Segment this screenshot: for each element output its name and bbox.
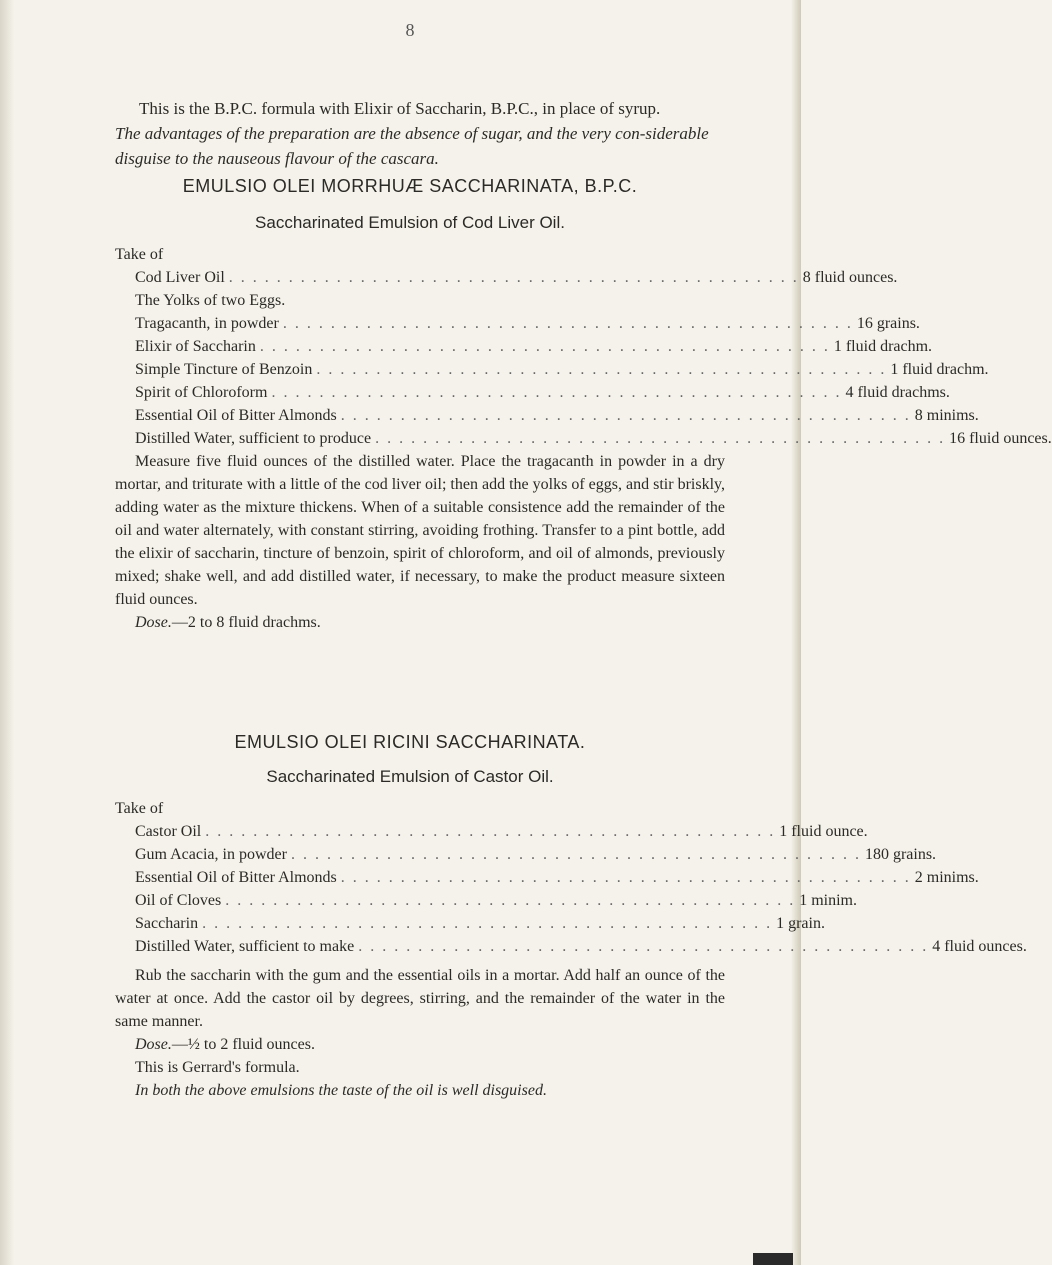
formula1-method: Measure five fluid ounces of the distilled water. Place the tragacanth in powder in a dry mortar, and triturate with a little of the cod liver oil; then add the yolks of eggs, and stir briskly, adding water as the mixture thickens. When of a suitable consistence add the remainder of the oil and water alternately, with constant stirring, avoiding frothing. Transfer to a pint bottle, add the elixir of saccharin, tincture of benzoin, spirit of chloroform, and oil of almonds, previously mixed; shake well, and add distilled water, if necessary, to make the product measure sixteen fluid ounces.	[115, 453, 725, 608]
intro-italic: The advantages of the preparation are the absence of sugar, and the very con-siderable disguise to the nauseous flavour of the cascara.	[115, 124, 709, 168]
closing-remark: In both the above emulsions the taste of the oil is well disguised.	[135, 1082, 547, 1099]
ingredient-name: Saccharin	[135, 915, 199, 932]
formula2-method: Rub the saccharin with the gum and the essential oils in a mortar. Add half an ounce of the water at once. Add the castor oil by degrees, stirring, and the remainder of the water in the same manner.	[115, 967, 725, 1030]
ingredient-amount: 1 fluid drachm.	[833, 338, 933, 355]
intro-line: This is the B.P.C. formula with Elixir of Saccharin, B.P.C., in place of syrup.	[139, 99, 661, 118]
leader-dots: . . . . . . . . . . . . . . . . . . . . . . . . . . . . . . . . . . . . . . . . . . . . . . . .	[259, 338, 830, 355]
ingredient-row	[115, 820, 868, 843]
formula2-note: This is Gerrard's formula.	[135, 1059, 300, 1076]
formula1-block	[115, 243, 1052, 634]
ingredient-amount: 16 fluid ounces.	[949, 430, 1052, 447]
ingredient-name: Elixir of Saccharin	[135, 338, 256, 355]
page-edge	[791, 0, 801, 1265]
ingredient-amount: 8 fluid ounces.	[802, 269, 898, 286]
dose-value: —½ to 2 fluid ounces.	[171, 1036, 315, 1053]
ingredient-row	[115, 289, 725, 312]
ingredient-name: Castor Oil	[135, 823, 202, 840]
ingredient-name: Distilled Water, sufficient to make	[135, 938, 355, 955]
ingredient-name: Essential Oil of Bitter Almonds	[135, 407, 337, 424]
leader-dots: . . . . . . . . . . . . . . . . . . . . . . . . . . . . . . . . . . . . . . . . . . . . . . . .	[375, 430, 946, 447]
ingredient-row	[115, 889, 857, 912]
leader-dots: . . . . . . . . . . . . . . . . . . . . . . . . . . . . . . . . . . . . . . . . . . . . . . . .	[340, 869, 911, 886]
leader-dots: . . . . . . . . . . . . . . . . . . . . . . . . . . . . . . . . . . . . . . . . . . . . . . . .	[205, 823, 776, 840]
dose-label: Dose.	[135, 1036, 172, 1053]
ingredient-name: Spirit of Chloroform	[135, 384, 268, 401]
ingredient-row	[115, 358, 989, 381]
leader-dots: . . . . . . . . . . . . . . . . . . . . . . . . . . . . . . . . . . . . . . . . . . . . . . . .	[202, 915, 773, 932]
leader-dots: . . . . . . . . . . . . . . . . . . . . . . . . . . . . . . . . . . . . . . . . . . . . . . . .	[282, 315, 853, 332]
ingredient-name: Essential Oil of Bitter Almonds	[135, 869, 337, 886]
ingredient-row	[115, 335, 933, 358]
binding-shadow	[0, 0, 14, 1265]
dose-value: —2 to 8 fluid drachms.	[171, 614, 321, 631]
ingredient-name: Distilled Water, sufficient to produce	[135, 430, 372, 447]
ingredient-row	[115, 266, 898, 289]
ingredient-name: Simple Tincture of Benzoin	[135, 361, 313, 378]
page-number: 8	[405, 20, 415, 40]
formula1-title: EMULSIO OLEI MORRHUÆ SACCHARINATA, B.P.C.	[182, 176, 638, 196]
ingredient-name: Oil of Cloves	[135, 892, 222, 909]
ingredient-row	[115, 381, 950, 404]
leader-dots: . . . . . . . . . . . . . . . . . . . . . . . . . . . . . . . . . . . . . . . . . . . . . . . .	[290, 846, 861, 863]
leader-dots: . . . . . . . . . . . . . . . . . . . . . . . . . . . . . . . . . . . . . . . . . . . . . . . .	[271, 384, 842, 401]
ingredient-amount: 2 minims.	[914, 869, 979, 886]
scan-mark	[753, 1253, 793, 1265]
ingredient-row	[115, 935, 1027, 958]
ingredient-amount: 16 grains.	[856, 315, 920, 332]
ingredient-amount: 1 fluid drachm.	[890, 361, 989, 378]
ingredient-amount: 4 fluid drachms.	[845, 384, 950, 401]
formula2-ingredients	[115, 820, 1027, 958]
leader-dots: . . . . . . . . . . . . . . . . . . . . . . . . . . . . . . . . . . . . . . . . . . . . . . . .	[228, 269, 799, 286]
formula2-subtitle: Saccharinated Emulsion of Castor Oil.	[266, 767, 554, 786]
ingredient-amount: 1 grain.	[776, 915, 825, 932]
ingredient-name: Cod Liver Oil	[135, 269, 225, 286]
ingredient-row	[115, 404, 979, 427]
ingredient-row	[115, 312, 920, 335]
ingredient-row	[115, 866, 979, 889]
ingredient-row	[115, 912, 825, 935]
formula2-dose	[115, 1033, 725, 1056]
formula1-dose	[115, 611, 725, 634]
leader-dots: . . . . . . . . . . . . . . . . . . . . . . . . . . . . . . . . . . . . . . . . . . . . . . . .	[225, 892, 796, 909]
leader-dots: . . . . . . . . . . . . . . . . . . . . . . . . . . . . . . . . . . . . . . . . . . . . . . . .	[340, 407, 911, 424]
ingredient-name: The Yolks of two Eggs.	[135, 292, 286, 309]
leader-dots: . . . . . . . . . . . . . . . . . . . . . . . . . . . . . . . . . . . . . . . . . . . . . . . .	[358, 938, 929, 955]
ingredient-amount: 1 minim.	[799, 892, 857, 909]
ingredient-amount: 8 minims.	[914, 407, 979, 424]
formula2-take-of: Take of	[115, 800, 164, 817]
ingredient-amount: 1 fluid ounce.	[779, 823, 868, 840]
formula2-block	[115, 797, 1027, 1102]
leader-dots: . . . . . . . . . . . . . . . . . . . . . . . . . . . . . . . . . . . . . . . . . . . . . . . .	[316, 361, 887, 378]
ingredient-amount: 4 fluid ounces.	[932, 938, 1027, 955]
formula1-subtitle: Saccharinated Emulsion of Cod Liver Oil.	[255, 213, 565, 232]
ingredient-name: Tragacanth, in powder	[135, 315, 279, 332]
formula1-take-of: Take of	[115, 246, 164, 263]
ingredient-row	[115, 843, 937, 866]
formula1-ingredients	[115, 266, 1052, 450]
ingredient-amount: 180 grains.	[864, 846, 937, 863]
intro-paragraph	[115, 96, 715, 171]
ingredient-name: Gum Acacia, in powder	[135, 846, 287, 863]
dose-label: Dose.	[135, 614, 172, 631]
formula2-title: EMULSIO OLEI RICINI SACCHARINATA.	[234, 732, 586, 752]
ingredient-row	[115, 427, 1052, 450]
